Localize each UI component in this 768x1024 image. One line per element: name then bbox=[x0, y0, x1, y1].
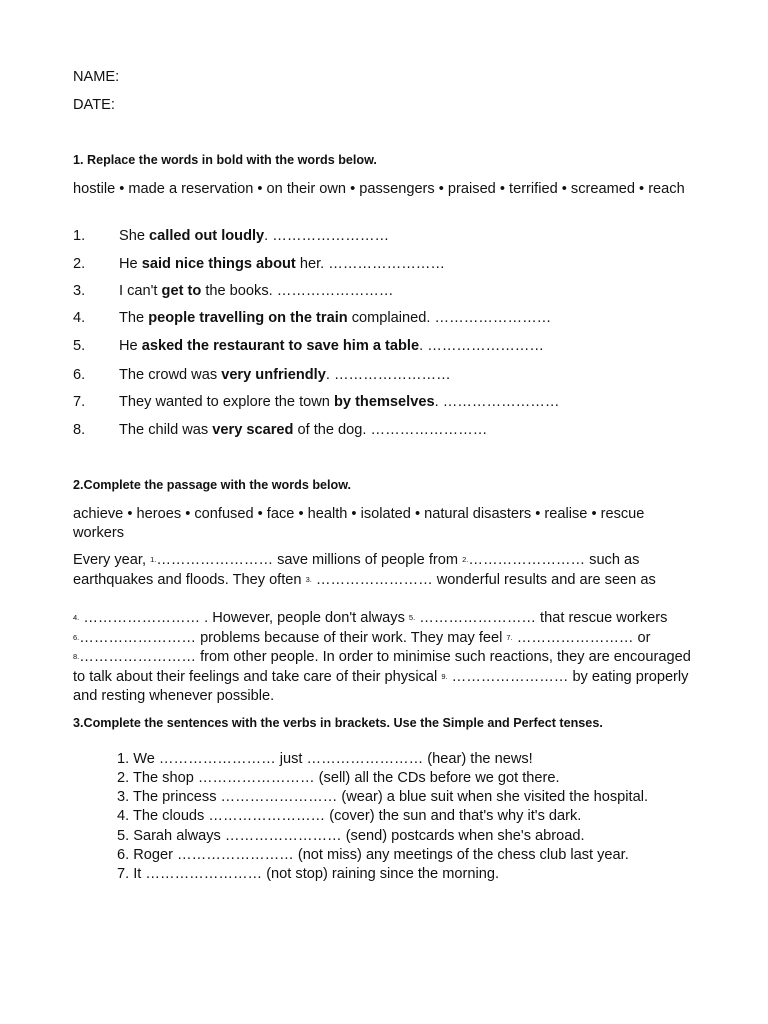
item-number: 5. bbox=[73, 338, 86, 354]
answer-blank: …………………… bbox=[79, 629, 197, 646]
list-item: 6. Roger …………………… (not miss) any meetings of the chess club last year. bbox=[117, 847, 629, 863]
list-item bbox=[0, 338, 768, 358]
item-number: 1. bbox=[73, 228, 86, 244]
bold-phrase: people travelling on the train bbox=[148, 310, 348, 326]
bold-phrase: by themselves bbox=[333, 394, 435, 410]
answer-blank: …………………… bbox=[442, 394, 560, 410]
bold-phrase: asked the restaurant to save him a table bbox=[141, 338, 420, 354]
item-text: She called out loudly. …………………… bbox=[119, 228, 390, 244]
answer-blank: …………………… bbox=[315, 571, 433, 588]
name-label: NAME: bbox=[73, 69, 120, 85]
answer-blank: …………………… bbox=[451, 668, 569, 685]
answer-blank: …………………… bbox=[276, 283, 394, 299]
item-text: The people travelling on the train complained. …………………… bbox=[119, 310, 552, 326]
list-item: 4. The clouds …………………… (cover) the sun and that's why it's dark. bbox=[117, 808, 582, 824]
item-text: The child was very scared of the dog. …………………… bbox=[119, 422, 488, 438]
list-item: 3. The princess …………………… (wear) a blue suit when she visited the hospital. bbox=[117, 789, 648, 805]
answer-blank: …………………… bbox=[516, 629, 634, 646]
answer-blank: …………………… bbox=[156, 552, 274, 568]
answer-blank: …………………… bbox=[370, 422, 488, 438]
list-item: 7. It …………………… (not stop) raining since the morning. bbox=[117, 866, 500, 882]
item-number: 4. bbox=[73, 310, 86, 326]
item-text: They wanted to explore the town by themselves. …………………… bbox=[119, 394, 560, 410]
answer-blank: …………………… bbox=[83, 610, 201, 626]
item-text: He said nice things about her. …………………… bbox=[119, 256, 445, 272]
list-item: 5. Sarah always …………………… (send) postcards when she's abroad. bbox=[117, 828, 585, 844]
item-number: 7. bbox=[73, 394, 86, 410]
answer-blank: …………………… bbox=[79, 649, 197, 665]
bold-phrase: called out loudly bbox=[149, 228, 265, 244]
date-label: DATE: bbox=[73, 97, 115, 113]
list-item: 1. We …………………… just …………………… (hear) the news! bbox=[117, 751, 533, 767]
section1-heading: 1. Replace the words in bold with the words below. bbox=[73, 153, 377, 167]
item-number: 2. bbox=[73, 256, 86, 272]
list-item bbox=[0, 283, 768, 303]
item-number: 6. bbox=[73, 367, 86, 383]
answer-blank: …………………… bbox=[427, 338, 544, 354]
list-item bbox=[0, 422, 768, 442]
bold-phrase: very unfriendly bbox=[221, 367, 326, 383]
bold-phrase: get to bbox=[161, 283, 202, 299]
answer-blank: …………………… bbox=[468, 552, 586, 568]
item-text: The crowd was very unfriendly. …………………… bbox=[119, 367, 451, 383]
section2-word-bank: achieve • heroes • confused • face • health • isolated • natural disasters • realise • rescue workers bbox=[73, 506, 645, 541]
section3-heading: 3.Complete the sentences with the verbs in brackets. Use the Simple and Perfect tenses. bbox=[73, 716, 603, 730]
answer-blank: …………………… bbox=[333, 367, 451, 383]
list-item: 2. The shop …………………… (sell) all the CDs before we got there. bbox=[117, 770, 560, 786]
item-number: 3. bbox=[73, 283, 86, 299]
list-item bbox=[0, 367, 768, 387]
list-item bbox=[0, 310, 768, 330]
passage-paragraph-1: Every year, $^{1.}$…………………… save millions of people from $^{2.}$…………………… such as earthquakes and floods. They often $^{3.}$ …………………… wonderful results and are seen as bbox=[73, 552, 656, 588]
bold-phrase: very scared bbox=[212, 422, 294, 438]
item-text: He asked the restaurant to save him a table. …………………… bbox=[119, 338, 544, 354]
answer-blank: …………………… bbox=[419, 610, 536, 626]
answer-blank: …………………… bbox=[434, 310, 552, 326]
section2-heading: 2.Complete the passage with the words below. bbox=[73, 478, 352, 492]
list-item bbox=[0, 256, 768, 276]
answer-blank: …………………… bbox=[328, 256, 445, 272]
bold-phrase: said nice things about bbox=[141, 256, 296, 272]
item-text: I can't get to the books. …………………… bbox=[119, 283, 394, 299]
list-item bbox=[0, 228, 768, 248]
item-number: 8. bbox=[73, 422, 86, 438]
section1-word-bank: hostile • made a reservation • on their own • passengers • praised • terrified • screamed • reach bbox=[73, 181, 685, 197]
passage-paragraph-2: $^{4.}$ …………………… . However, people don't always $^{5.}$ …………………… that rescue workers $^{6.}$…………………… problems because of their work. They may feel $^{7.}$ …………………… or $^{8.}$…………………… from other people. In order to minimise such reactions, they are encouraged to talk about their feelings and take care of their physical $^{9.}$ …………………… by eating properly and resting whenever possible. bbox=[73, 610, 691, 704]
answer-blank: …………………… bbox=[272, 228, 390, 244]
list-item bbox=[0, 394, 768, 414]
